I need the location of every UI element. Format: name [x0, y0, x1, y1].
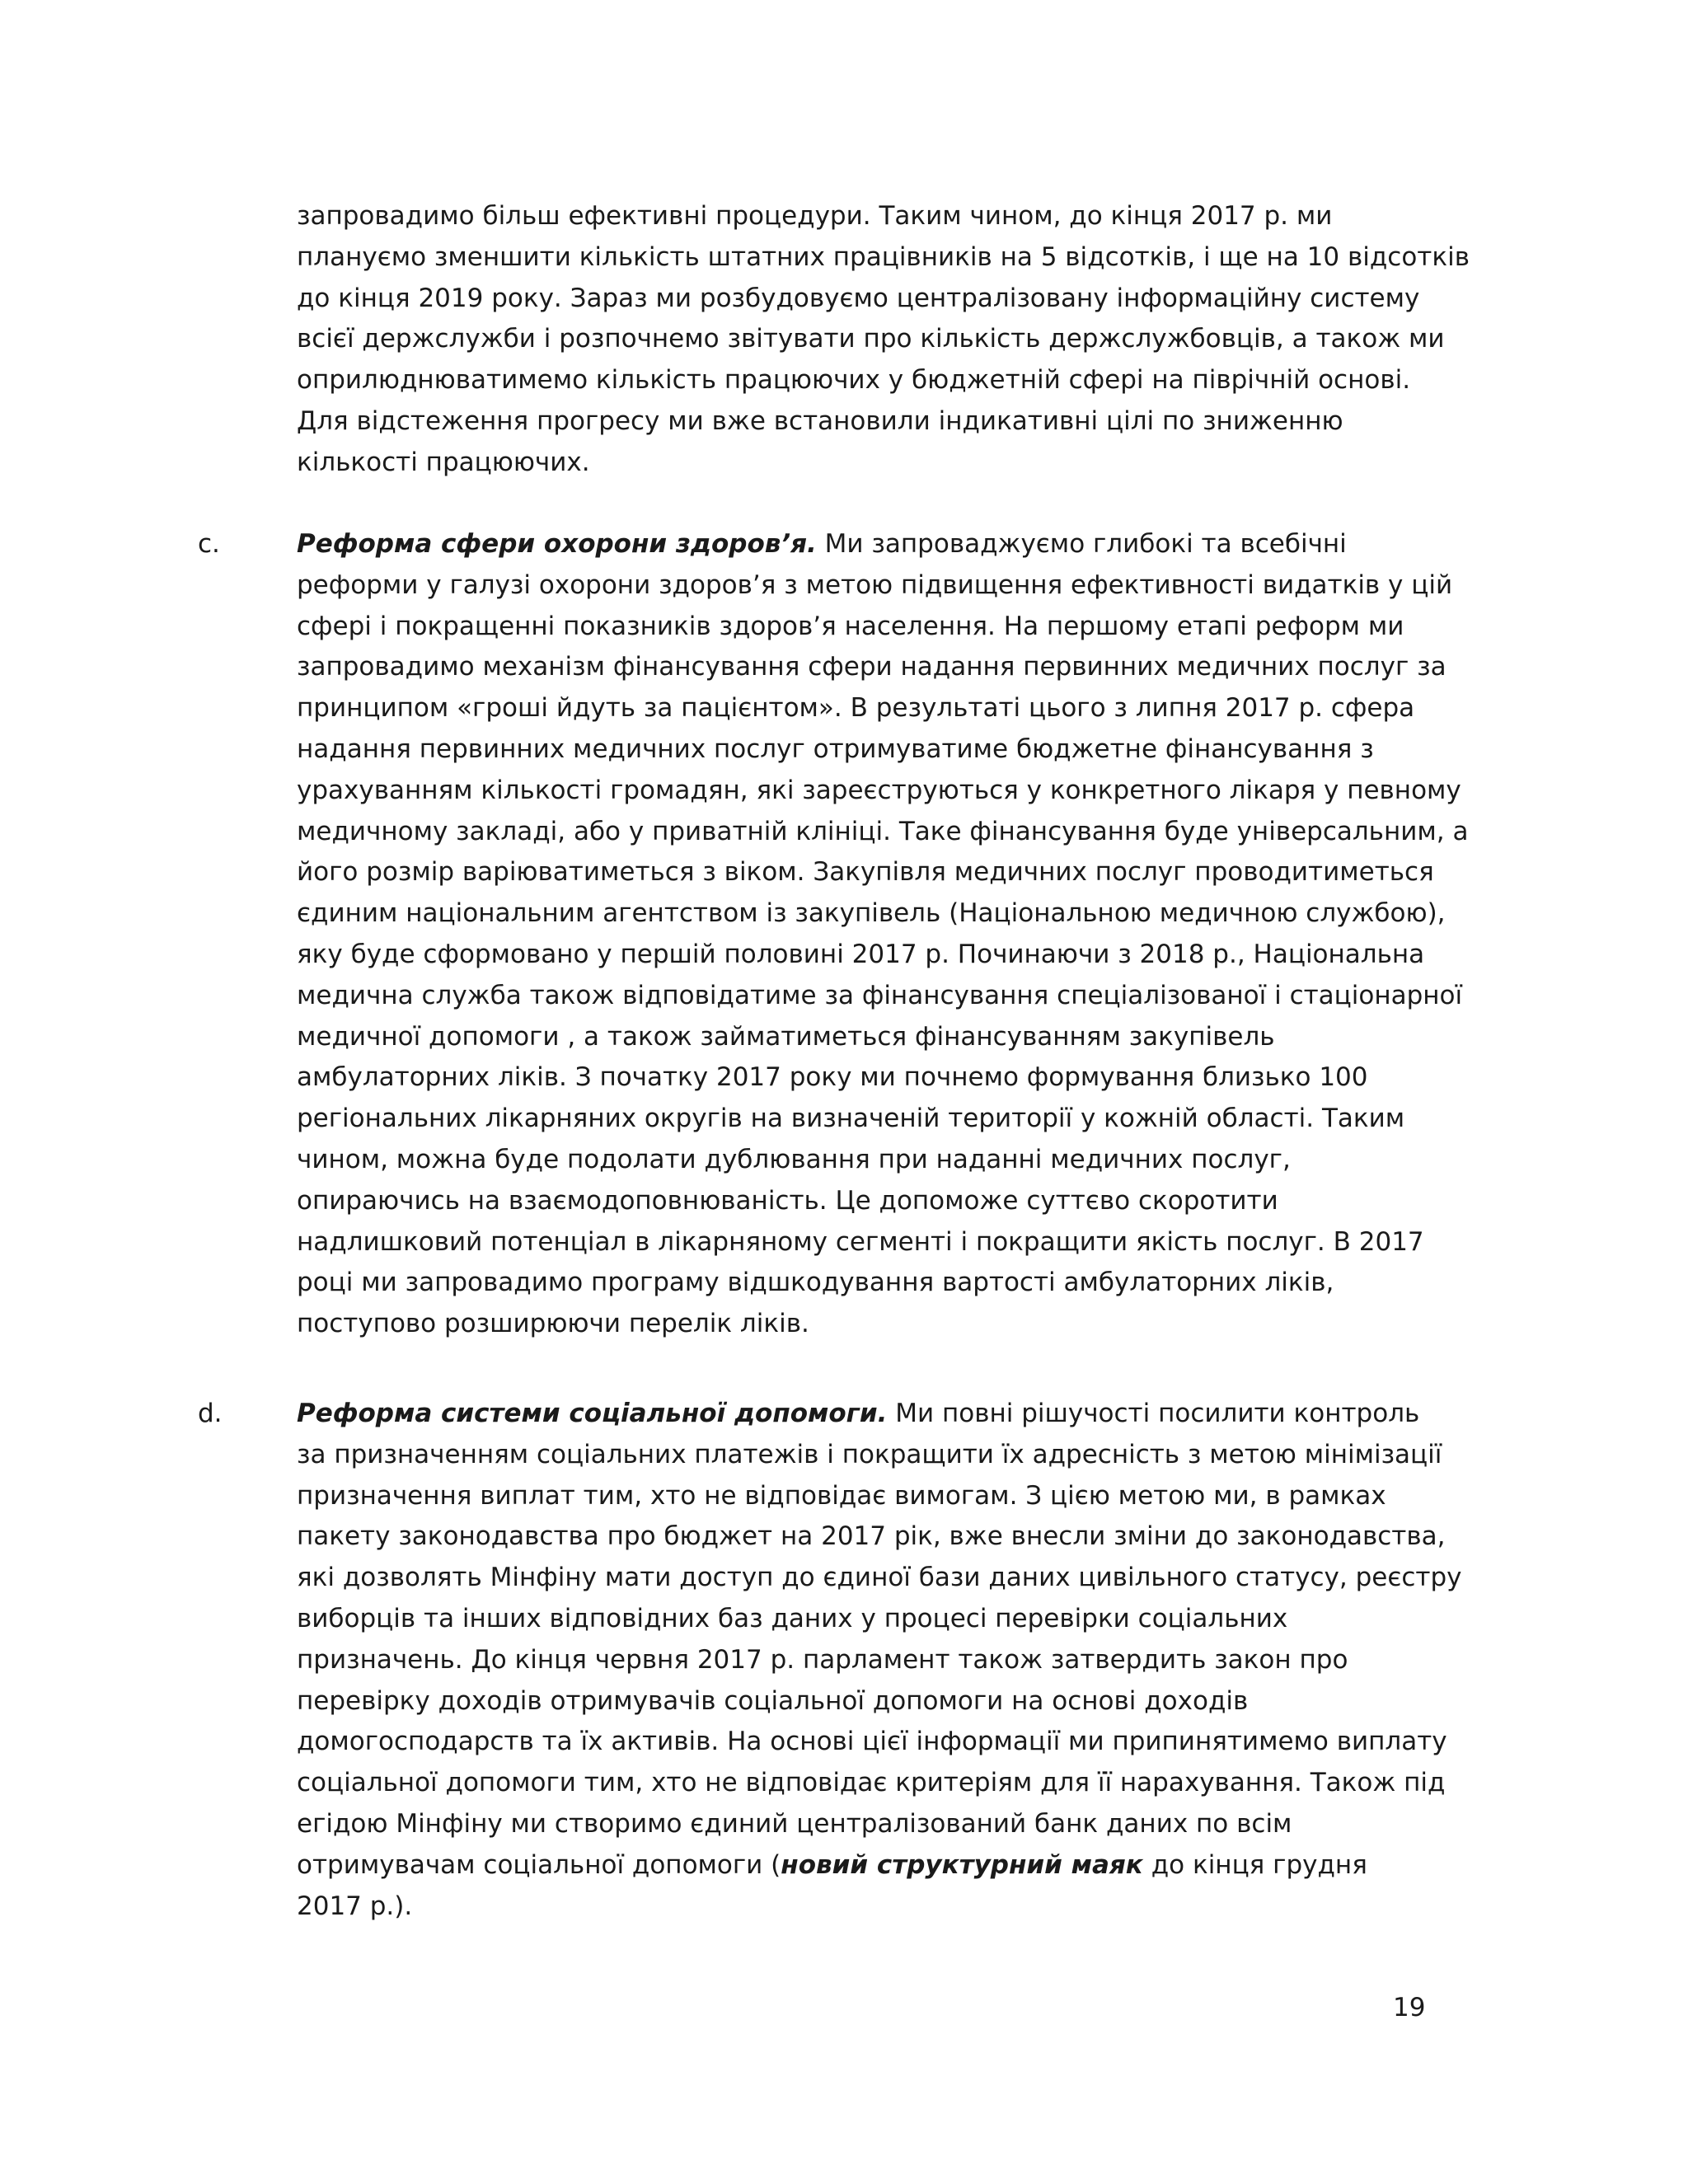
text-line: плануємо зменшити кількість штатних працівників на 5 відсотків, і ще на 10 відсотків: [297, 241, 1470, 272]
text-line: урахуванням кількості громадян, які зареєструються у конкретного лікаря у певному: [297, 775, 1461, 805]
paragraph-d: [297, 1394, 1462, 1927]
structural-benchmark-emphasis: новий структурний маяк: [781, 1849, 1143, 1880]
text-line: медична служба також відповідатиме за фінансування спеціалізованої і стаціонарної: [297, 980, 1463, 1010]
text-line: його розмір варіюватиметься з віком. Закупівля медичних послуг проводитиметься: [297, 857, 1434, 888]
text-line: надання первинних медичних послуг отримуватиме бюджетне фінансування з: [297, 733, 1374, 764]
text-line: єдиним національним агентством із закупівель (Національною медичною службою),: [297, 898, 1446, 929]
text-line: домогосподарств та їх активів. На основі цієї інформації ми припинятимемо виплату: [297, 1727, 1447, 1757]
paragraph-b-continuation: [297, 196, 1470, 484]
text-line: [297, 1845, 1426, 1886]
text-line: перевірку доходів отримувачів соціальної допомоги на основі доходів: [297, 1685, 1249, 1716]
text-line: [297, 524, 1426, 565]
text-line: всієї держслужби і розпочнемо звітувати про кількість держслужбовців, а також ми: [297, 324, 1445, 354]
text-line: надлишковий потенціал в лікарняному сегменті і покращити якість послуг. В 2017: [297, 1226, 1424, 1257]
text-line: році ми запровадимо програму відшкодування вартості амбулаторних ліків,: [297, 1268, 1334, 1298]
text-line: чином, можна буде подолати дублювання при наданні медичних послуг,: [297, 1144, 1291, 1174]
list-marker-c: c.: [198, 529, 220, 559]
paragraph-c: [297, 524, 1469, 1345]
text-line: егідою Мінфіну ми створимо єдиний централізований банк даних по всім: [297, 1808, 1292, 1839]
text-line: призначень. До кінця червня 2017 р. парламент також затвердить закон про: [297, 1644, 1348, 1675]
text-line: сфері і покращенні показників здоров’я населення. На першому етапі реформ ми: [297, 611, 1404, 641]
paragraph-c-first-line-text: Ми запроваджуємо глибокі та всебічні: [816, 529, 1347, 559]
text-line: медичному закладі, або у приватній клініці. Таке фінансування буде універсальним, а: [297, 816, 1469, 846]
text-line: регіональних лікарняних округів на визначеній території у кожній області. Таким: [297, 1104, 1405, 1134]
text-line: пакету законодавства про бюджет на 2017 рік, вже внесли зміни до законодавства,: [297, 1521, 1446, 1552]
text-line: медичної допомоги , а також займатиметься фінансуванням закупівель: [297, 1021, 1275, 1052]
text-line: опираючись на взаємодоповнюваність. Це допоможе суттєво скоротити: [297, 1185, 1278, 1216]
text-line: оприлюднюватимемо кількість працюючих у бюджетній сфері на піврічній основі.: [297, 365, 1411, 396]
text-line: соціальної допомоги тим, хто не відповідає критеріям для її нарахування. Також під: [297, 1768, 1446, 1798]
text-line: які дозволять Мінфіну мати доступ до єдиної бази даних цивільного статусу, реєстру: [297, 1563, 1462, 1593]
list-marker-d: d.: [198, 1399, 223, 1428]
text-line: до кінця 2019 року. Зараз ми розбудовуємо централізовану інформаційну систему: [297, 283, 1420, 313]
penultimate-prefix: отримувачам соціальної допомоги (: [297, 1849, 781, 1880]
text-line: виборців та інших відповідних баз даних у процесі перевірки соціальних: [297, 1603, 1288, 1633]
text-line: запровадимо більш ефективні процедури. Таким чином, до кінця 2017 р. ми: [297, 201, 1333, 231]
paragraph-d-title: Реформа системи соціальної допомоги.: [297, 1399, 888, 1428]
paragraph-d-first-line-text: Ми повні рішучості посилити контроль: [887, 1399, 1420, 1428]
text-line: амбулаторних ліків. З початку 2017 року ми почнемо формування близько 100: [297, 1062, 1368, 1093]
text-line: принципом «гроші йдуть за пацієнтом». В результаті цього з липня 2017 р. сфера: [297, 693, 1415, 724]
text-line: яку буде сформовано у першій половині 2017 р. Починаючи з 2018 р., Національна: [297, 939, 1425, 969]
text-line: призначення виплат тим, хто не відповідає вимогам. З цією метою ми, в рамках: [297, 1480, 1386, 1511]
text-line: Для відстеження прогресу ми вже встановили індикативні цілі по зниженню: [297, 405, 1343, 436]
text-line: кількості працюючих.: [297, 447, 590, 477]
text-line: поступово розширюючи перелік ліків.: [297, 1309, 809, 1339]
text-line: 2017 р.).: [297, 1891, 413, 1921]
page-number: 19: [1393, 1993, 1426, 2022]
text-line: [297, 1394, 1426, 1435]
text-line: реформи у галузі охорони здоров’я з метою підвищення ефективності видатків у цій: [297, 569, 1453, 600]
paragraph-c-title: Реформа сфери охорони здоров’я.: [297, 529, 817, 559]
text-line: за призначенням соціальних платежів і покращити їх адресність з метою мінімізації: [297, 1439, 1442, 1469]
text-line: запровадимо механізм фінансування сфери надання первинних медичних послуг за: [297, 652, 1447, 682]
penultimate-suffix: до кінця грудня: [1142, 1849, 1367, 1880]
